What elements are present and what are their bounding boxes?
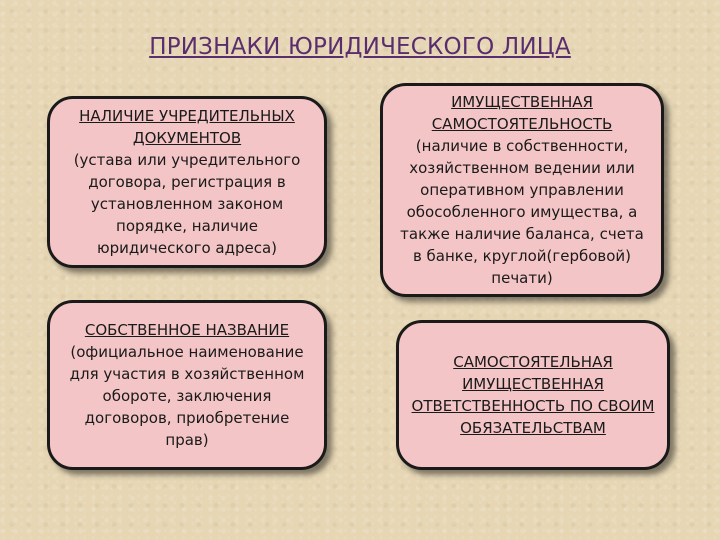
feature-box-property-independence: [380, 83, 664, 297]
feature-box-own-name: [47, 300, 327, 470]
feature-box-heading: ИМУЩЕСТВЕННАЯ САМОСТОЯТЕЛЬНОСТЬ: [431, 93, 613, 133]
feature-box-heading: НАЛИЧИЕ УЧРЕДИТЕЛЬНЫХ ДОКУМЕНТОВ: [79, 107, 295, 147]
feature-box-independent-liability: [396, 320, 670, 470]
feature-box-heading: САМОСТОЯТЕЛЬНАЯ ИМУЩЕСТВЕННАЯ ОТВЕТСТВЕННОСТЬ ПО СВОИМ ОБЯЗАТЕЛЬСТВАМ: [411, 353, 655, 437]
feature-box-body: (устава или учредительного договора, регистрация в установленном законом порядке, наличие юридического адреса): [73, 151, 301, 257]
feature-box-heading: СОБСТВЕННОЕ НАЗВАНИЕ: [84, 321, 290, 339]
feature-box-body: (официальное наименование для участия в хозяйственном обороте, заключения договоров, приобретение прав): [69, 343, 305, 449]
feature-box-founding-documents: [47, 96, 327, 268]
page-title: ПРИЗНАКИ ЮРИДИЧЕСКОГО ЛИЦА: [149, 34, 571, 60]
feature-box-body: (наличие в собственности, хозяйственном ведении или оперативном управлении обособленного имущества, а также наличие баланса, счета в банке, круглой(гербовой) печати): [400, 137, 644, 287]
